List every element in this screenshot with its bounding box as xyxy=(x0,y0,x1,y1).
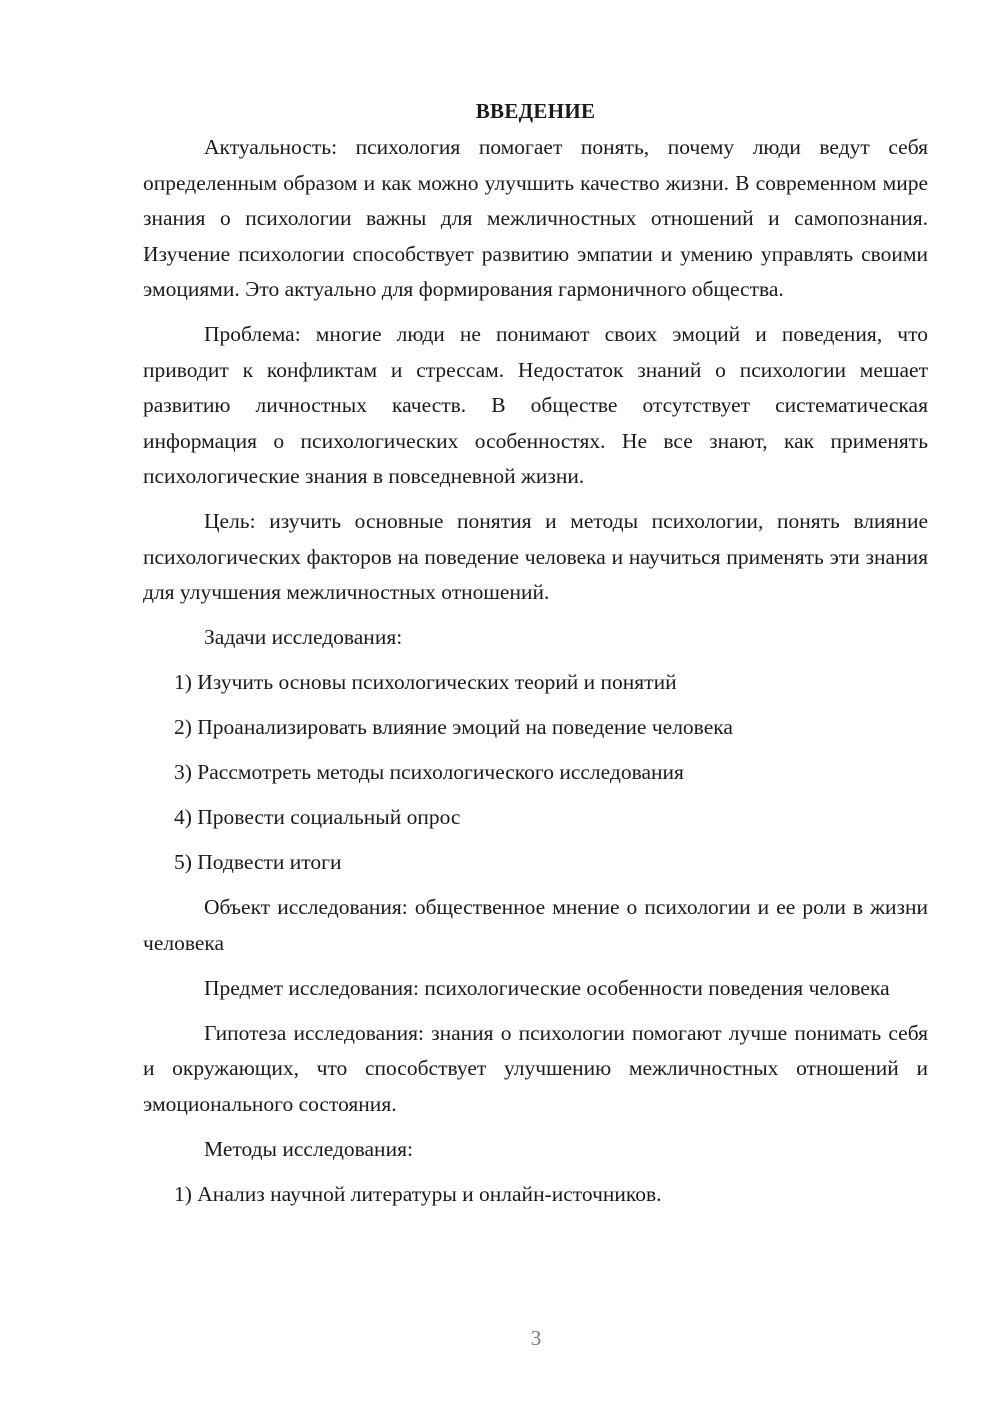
list-item: 1) Изучить основы психологических теорий и понятий xyxy=(174,670,677,694)
list-item: 5) Подвести итоги xyxy=(174,850,342,874)
list-item: 1) Анализ научной литературы и онлайн-источников. xyxy=(174,1181,662,1206)
problem-paragraph: Проблема: многие люди не понимают своих эмоций и поведения, что приводит к конфликтам и стрессам. Недостаток знаний о психологии мешает развитию личностных качеств. В обществе отсутствует систематическая информация о психологических особенностях. Не все знают, как применять психологические знания в повседневной жизни. xyxy=(143,322,928,488)
methods-heading: Методы исследования: xyxy=(204,1136,413,1161)
methods-list xyxy=(143,1177,928,1213)
page-number: 3 xyxy=(530,1326,542,1350)
hypothesis-paragraph: Гипотеза исследования: знания о психологии помогают лучше понимать себя и окружающих, что способствует улучшению межличностных отношений и эмоционального состояния. xyxy=(143,1020,928,1116)
subject-paragraph: Предмет исследования: психологические особенности поведения человека xyxy=(204,975,890,1000)
tasks-heading: Задачи исследования: xyxy=(204,625,403,649)
list-item: 2) Проанализировать влияние эмоций на поведение человека xyxy=(174,715,733,739)
tasks-list xyxy=(143,665,928,881)
list-item: 3) Рассмотреть методы психологического исследования xyxy=(174,760,684,784)
goal-paragraph: Цель: изучить основные понятия и методы психологии, понять влияние психологических факторов на поведение человека и научиться применять эти знания для улучшения межличностных отношений. xyxy=(143,509,928,604)
document-page xyxy=(143,92,928,1212)
page-title: ВВЕДЕНИЕ xyxy=(475,99,596,123)
object-paragraph: Объект исследования: общественное мнение о психологии и ее роли в жизни человека xyxy=(143,895,928,955)
list-item: 4) Провести социальный опрос xyxy=(174,805,461,829)
relevance-paragraph: Актуальность: психология помогает понять, почему люди ведут себя определенным образом и как можно улучшить качество жизни. В современном мире знания о психологии важны для межличностных отношений и самопознания. Изучение психологии способствует развитию эмпатии и умению управлять своими эмоциями. Это актуально для формирования гармоничного общества. xyxy=(143,135,928,301)
